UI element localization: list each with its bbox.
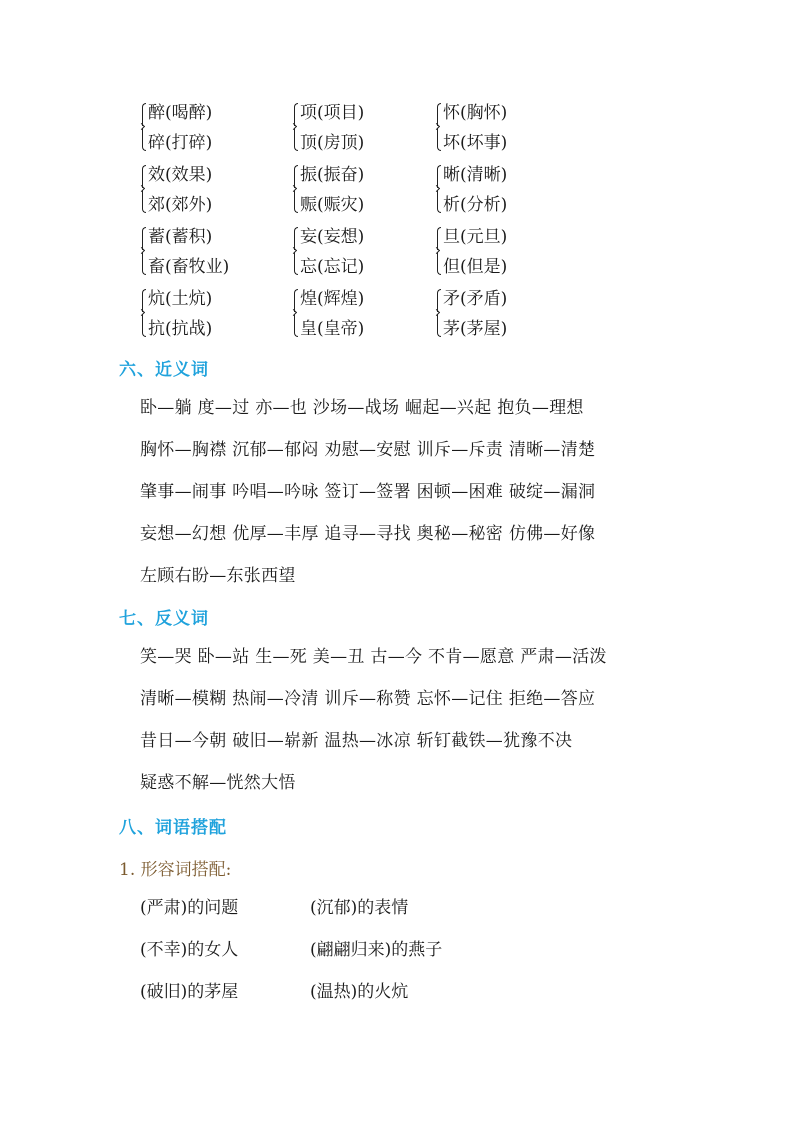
synonym-line: 卧—躺 度—过 亦—也 沙场—战场 崛起—兴起 抱负—理想	[140, 398, 584, 418]
section-heading-collocations: 八、词语搭配	[119, 818, 227, 838]
character-pair	[140, 98, 212, 158]
pair-word: 醉(喝醉)	[148, 103, 213, 123]
brace-icon	[435, 227, 440, 276]
brace-icon	[292, 289, 297, 338]
synonym-list	[140, 394, 595, 604]
pair-word: 妄(妄想)	[300, 227, 365, 247]
brace-icon	[435, 289, 440, 338]
character-pair	[435, 98, 507, 158]
antonym-line: 笑—哭 卧—站 生—死 美—丑 古—今 不肯—愿意 严肃—活泼	[140, 647, 607, 667]
character-pair	[435, 160, 507, 220]
antonym-line: 清晰—模糊 热闹—冷清 训斥—称赞 忘怀—记住 拒绝—答应	[140, 689, 596, 709]
pair-word: 抗(抗战)	[148, 319, 213, 339]
pair-word: 坏(坏事)	[443, 133, 508, 153]
collocation-item: (破旧)的茅屋	[140, 982, 239, 1002]
synonym-line: 左顾右盼—东张西望	[140, 566, 296, 586]
brace-icon	[140, 165, 145, 214]
brace-icon	[140, 103, 145, 152]
pair-word: 析(分析)	[443, 195, 508, 215]
collocation-item: (温热)的火炕	[310, 982, 409, 1002]
collocation-item: (沉郁)的表情	[310, 898, 409, 918]
character-pair	[435, 284, 507, 344]
brace-icon	[292, 103, 297, 152]
character-pair	[140, 222, 229, 282]
pair-word: 忘(忘记)	[300, 257, 365, 277]
synonym-line: 肇事—闹事 吟唱—吟咏 签订—签署 困顿—困难 破绽—漏洞	[140, 482, 596, 502]
section-heading-synonyms: 六、近义词	[119, 360, 209, 380]
pair-word: 晰(清晰)	[443, 165, 508, 185]
brace-icon	[292, 227, 297, 276]
pair-word: 炕(土炕)	[148, 289, 213, 309]
pair-word: 振(振奋)	[300, 165, 365, 185]
synonym-line: 胸怀—胸襟 沉郁—郁闷 劝慰—安慰 训斥—斥责 清晰—清楚	[140, 440, 596, 460]
collocation-item: (严肃)的问题	[140, 898, 239, 918]
pair-word: 顶(房顶)	[300, 133, 365, 153]
section-heading-antonyms: 七、反义词	[119, 609, 209, 629]
pair-word: 赈(赈灾)	[300, 195, 365, 215]
antonym-line: 疑惑不解—恍然大悟	[140, 773, 296, 793]
brace-icon	[435, 165, 440, 214]
pair-word: 效(效果)	[148, 165, 213, 185]
character-pair	[292, 98, 364, 158]
character-pair	[292, 284, 364, 344]
pair-word: 旦(元旦)	[443, 227, 508, 247]
brace-icon	[140, 289, 145, 338]
character-pair	[435, 222, 507, 282]
pair-word: 但(但是)	[443, 257, 508, 277]
pair-word: 畜(畜牧业)	[148, 257, 230, 277]
character-pair	[292, 160, 364, 220]
character-pair	[140, 284, 212, 344]
brace-icon	[292, 165, 297, 214]
character-pair	[140, 160, 212, 220]
collocation-item: (不幸)的女人	[140, 940, 239, 960]
subheading-adjective-collocations: 1. 形容词搭配:	[119, 860, 232, 880]
antonym-line: 昔日—今朝 破旧—崭新 温热—冰凉 斩钉截铁—犹豫不决	[140, 731, 573, 751]
pair-word: 怀(胸怀)	[443, 103, 508, 123]
pair-word: 矛(矛盾)	[443, 289, 508, 309]
character-pair	[292, 222, 364, 282]
synonym-line: 妄想—幻想 优厚—丰厚 追寻—寻找 奥秘—秘密 仿佛—好像	[140, 524, 596, 544]
pair-word: 碎(打碎)	[148, 133, 213, 153]
pair-word: 郊(郊外)	[148, 195, 213, 215]
pair-word: 皇(皇帝)	[300, 319, 365, 339]
pair-word: 煌(辉煌)	[300, 289, 365, 309]
collocation-item: (翩翩归来)的燕子	[310, 940, 443, 960]
pair-word: 蓄(蓄积)	[148, 227, 213, 247]
brace-icon	[140, 227, 145, 276]
pair-word: 茅(茅屋)	[443, 319, 508, 339]
pair-word: 项(项目)	[300, 103, 365, 123]
antonym-list	[140, 643, 607, 811]
brace-icon	[435, 103, 440, 152]
